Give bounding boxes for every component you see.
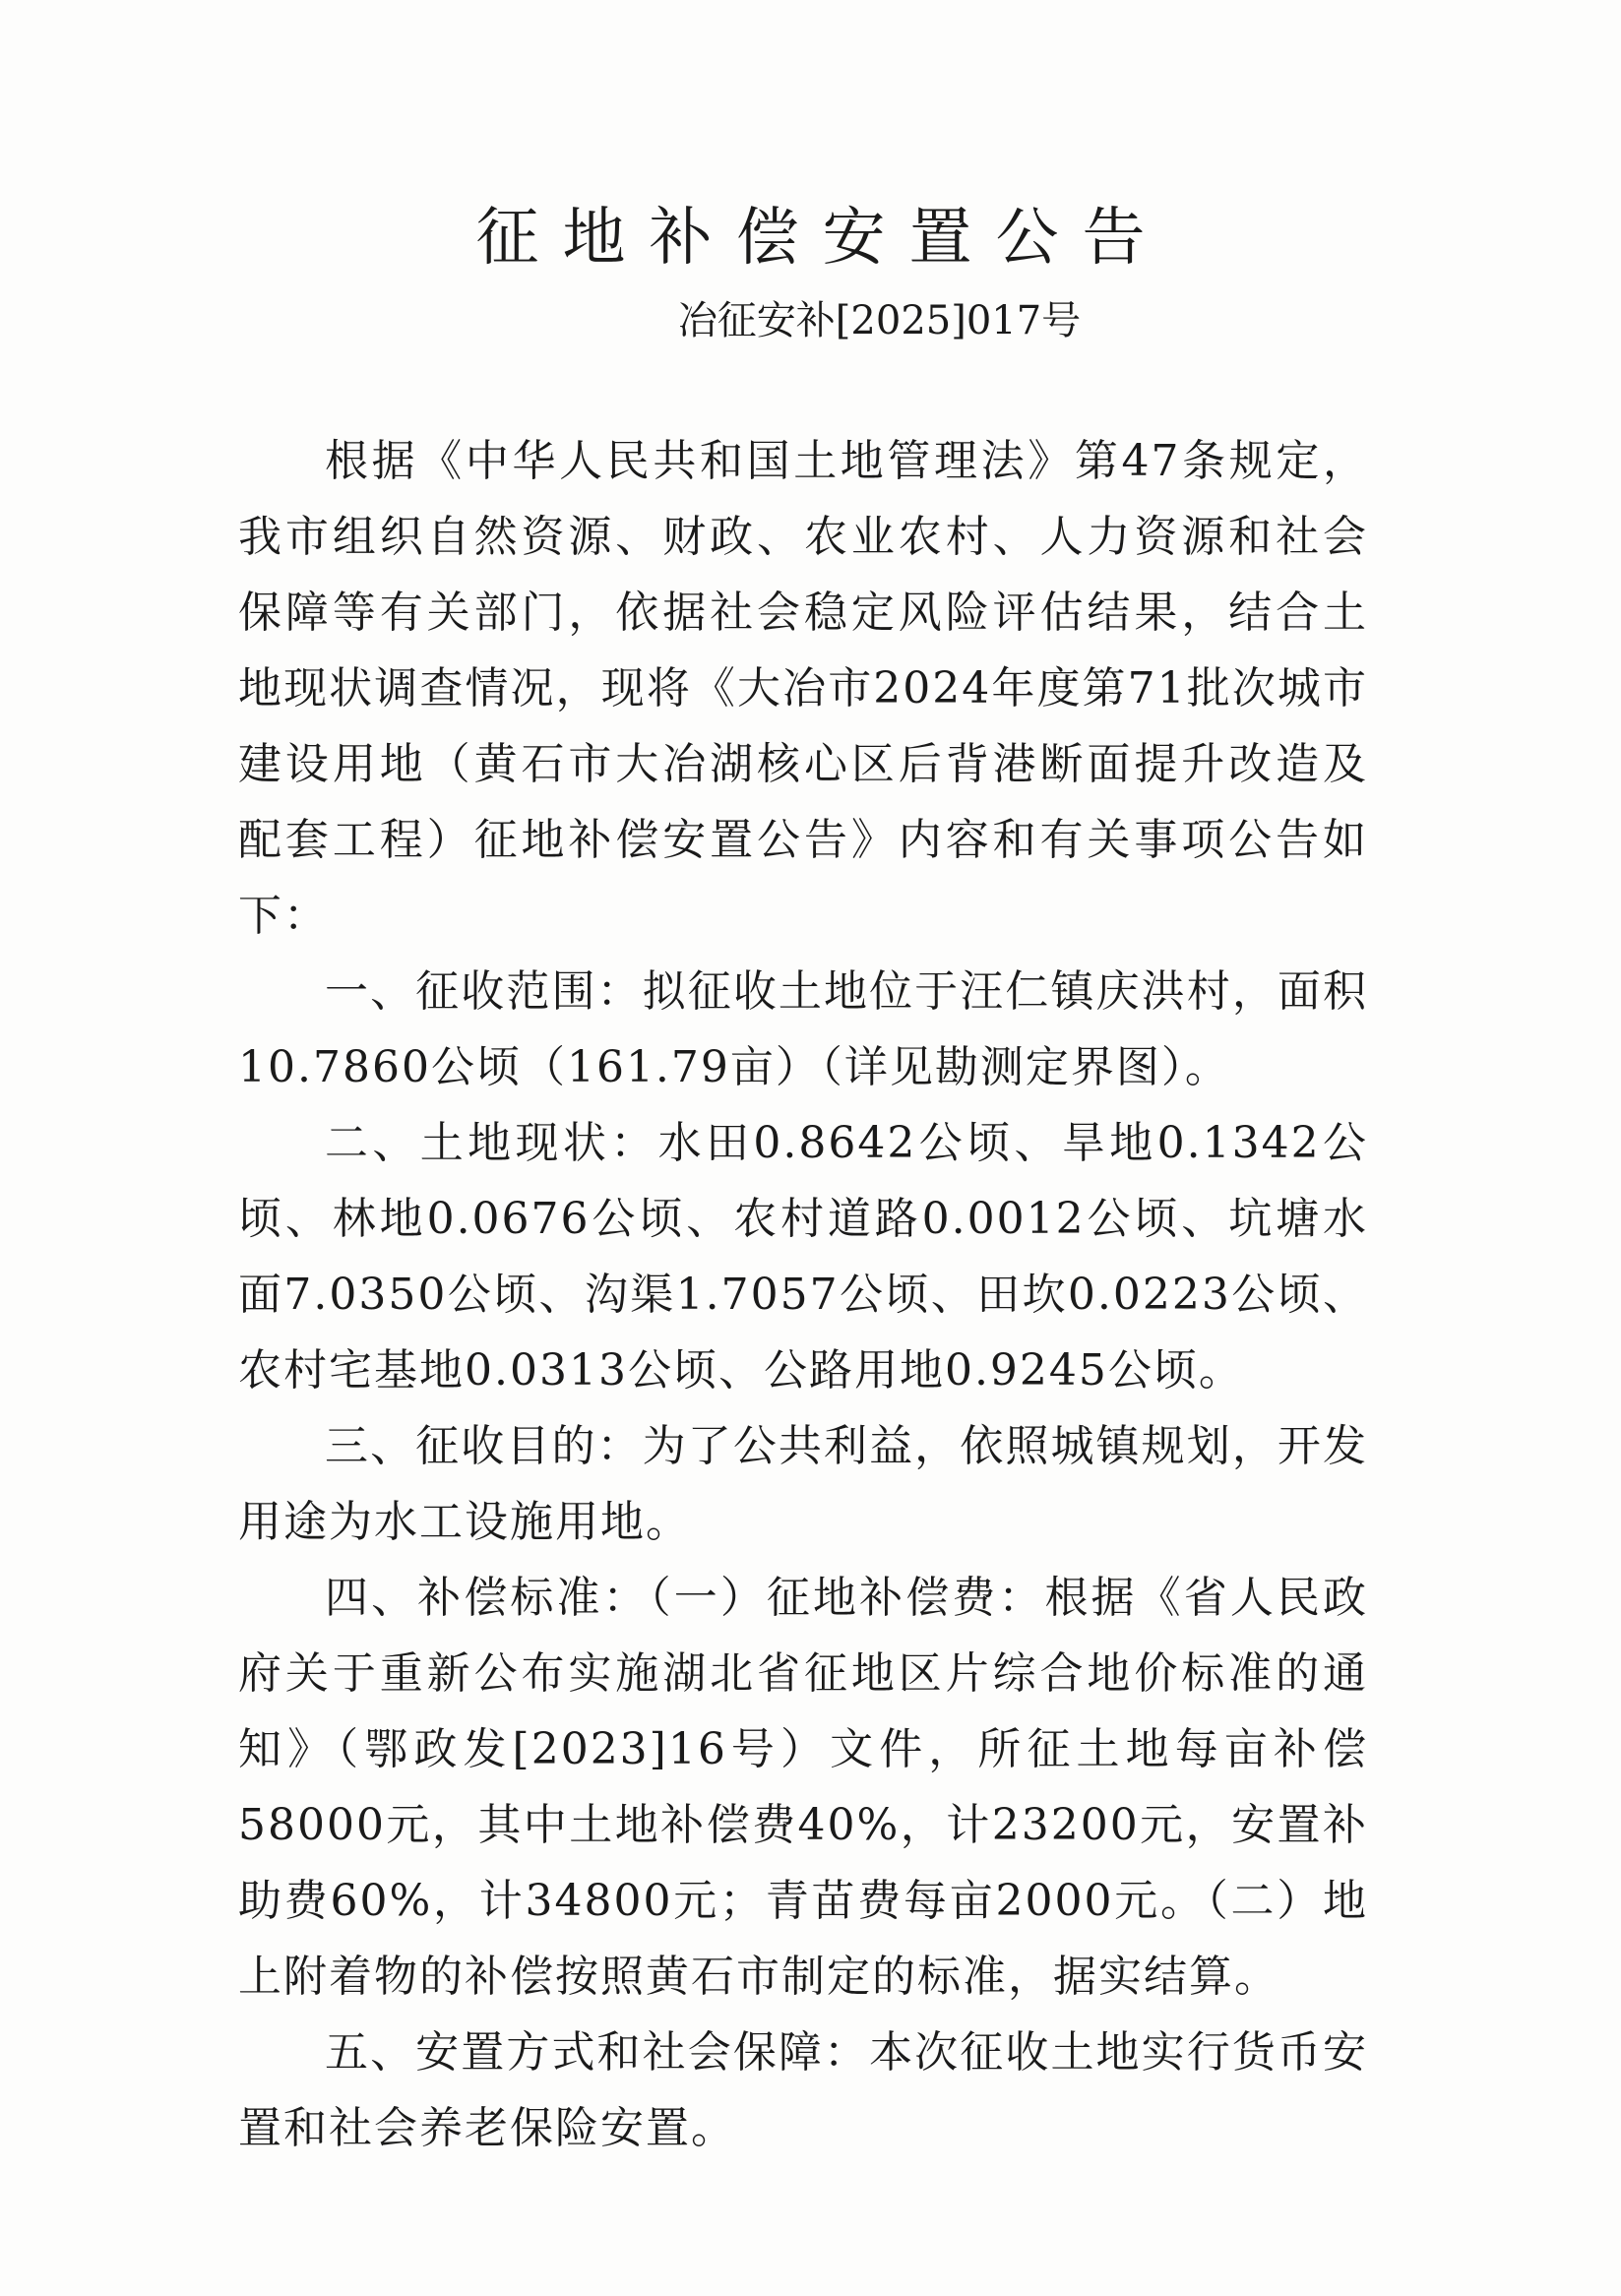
document-number: 冶征安补[2025]017号: [677, 298, 1082, 343]
paragraph-land-status: 二、土地现状：水田0.8642公顷、旱地0.1342公顷、林地0.0676公顷、农村道路0.0012公顷、坑塘水面7.0350公顷、沟渠1.7057公顷、田坎0.0223公顷、农村宅基地0.0313公顷、公路用地0.9245公顷。: [238, 1118, 1368, 1396]
document-body: [238, 423, 1368, 2166]
paragraph-purpose: 三、征收目的：为了公共利益，依照城镇规划，开发用途为水工设施用地。: [238, 1421, 1368, 1547]
paragraph-scope: 一、征收范围：拟征收土地位于汪仁镇庆洪村，面积10.7860公顷（161.79亩）（详见勘测定界图）。: [238, 966, 1368, 1092]
paragraph-compensation: 四、补偿标准：（一）征地补偿费：根据《省人民政府关于重新公布实施湖北省征地区片综合地价标准的通知》（鄂政发[2023]16号）文件，所征土地每亩补偿58000元，其中土地补偿费40%，计23200元，安置补助费60%，计34800元；青苗费每亩2000元。（二）地上附着物的补偿按照黄石市制定的标准，据实结算。: [238, 1573, 1368, 2002]
paragraph-intro: 根据《中华人民共和国土地管理法》第47条规定，我市组织自然资源、财政、农业农村、人力资源和社会保障等有关部门，依据社会稳定风险评估结果，结合土地现状调查情况，现将《大冶市2024年度第71批次城市建设用地（黄石市大冶湖核心区后背港断面提升改造及配套工程）征地补偿安置公告》内容和有关事项公告如下：: [238, 436, 1368, 941]
paragraph-resettlement: 五、安置方式和社会保障：本次征收土地实行货币安置和社会养老保险安置。: [238, 2027, 1368, 2153]
document-title: 征地补偿安置公告: [475, 202, 1169, 275]
